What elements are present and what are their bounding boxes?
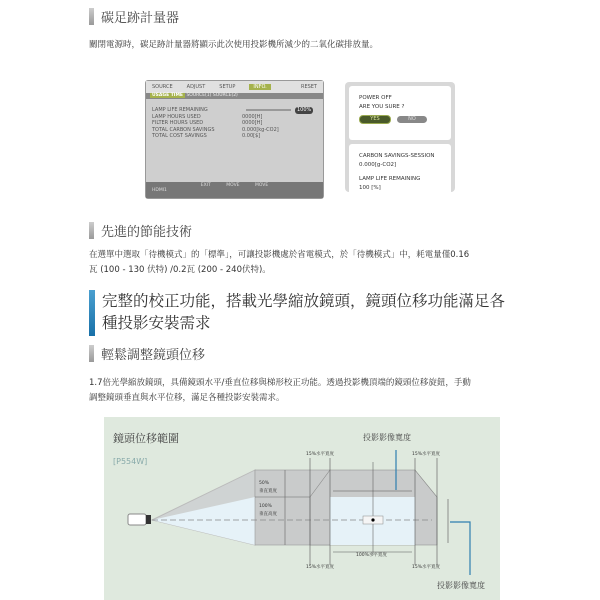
osd-subtab: SOURCE(1) [186,93,212,98]
osd-row: LAMP HOURS USED 0000[H] [152,113,263,120]
heading-text: 完整的校正功能，搭載光學縮放鏡頭，鏡頭位移功能滿足各種投影安裝需求 [102,292,506,332]
osd-row: TOTAL CARBON SAVINGS 0.000[kg-CO2] [152,126,279,133]
paragraph: 關閉電源時，碳足跡計量器將顯示此次使用投影機所減少的二氧化碳排放量。 [89,40,379,50]
osd-tab-active: INFO. [249,84,270,90]
osd-row: LAMP LIFE REMAINING 100% [152,107,312,113]
dialog-text: POWER OFF [359,95,392,101]
svg-text:15%水平寬度: 15%水平寬度 [306,565,335,570]
osd-row: TOTAL COST SAVINGS 0.00[$] [152,133,261,139]
diagram-model: [P554W] [113,457,148,466]
osd-tab: ADJUST [186,84,206,90]
osd-tab: RESET [300,84,317,90]
svg-text:15%水平寬度: 15%水平寬度 [412,452,441,457]
heading-text: 輕鬆調整鏡頭位移 [101,348,206,363]
power-off-dialog-image: POWER OFF ARE YOU SURE ? YES NO CARBON SAVINGS-SESSION 0.000[g-CO2] LAMP LIFE REMAINING 100 [%] [345,82,455,192]
paragraph: 在選單中選取「待機模式」的「標準」，可讓投影機處於省電模式，於「待機模式」中，耗電量僅0.16 瓦 (100 - 130 伏特) /0.2瓦 (200 - 240伏特)。 [89,250,470,275]
osd-subtab: SOURCE(2) [212,93,238,98]
heading-text: 碳足跡計量器 [101,11,180,26]
yes-button: YES [359,115,391,124]
projector-icon [128,514,146,525]
heading-text: 先進的節能技術 [101,225,193,240]
svg-text:15%水平寬度: 15%水平寬度 [412,565,441,570]
diagram-title: 鏡頭位移範圍 [113,432,179,445]
dialog-text: ARE YOU SURE ? [359,104,405,110]
svg-text:100%水平寬度: 100%水平寬度 [356,553,387,558]
osd-footer: EXIT MOVE MOVE HDMI1 [146,182,323,198]
no-button: NO [397,116,427,123]
osd-subtab: USAGE TIME [152,93,184,98]
label-image-width-bottom: 投影影像寬度 [437,581,485,590]
osd-tab: SOURCE [152,84,173,90]
svg-text:垂直高度: 垂直高度 [259,512,277,517]
osd-tab: SETUP [219,84,236,90]
osd-row: FILTER HOURS USED 0000[H] [152,120,263,126]
label-image-width-top: 投影影像寬度 [363,433,411,442]
paragraph: 1.7倍光學縮放鏡頭，具備鏡頭水平/垂直位移與梯形校正功能。透過投影機頂端的鏡頭位移旋鈕，手動 調整鏡頭垂直與水平位移，滿足各種投影安裝需求。 [89,378,471,403]
svg-text:50%: 50% [259,481,270,486]
svg-text:100%: 100% [259,504,272,509]
svg-text:15%水平寬度: 15%水平寬度 [306,452,335,457]
svg-text:垂直寬度: 垂直寬度 [259,489,277,494]
